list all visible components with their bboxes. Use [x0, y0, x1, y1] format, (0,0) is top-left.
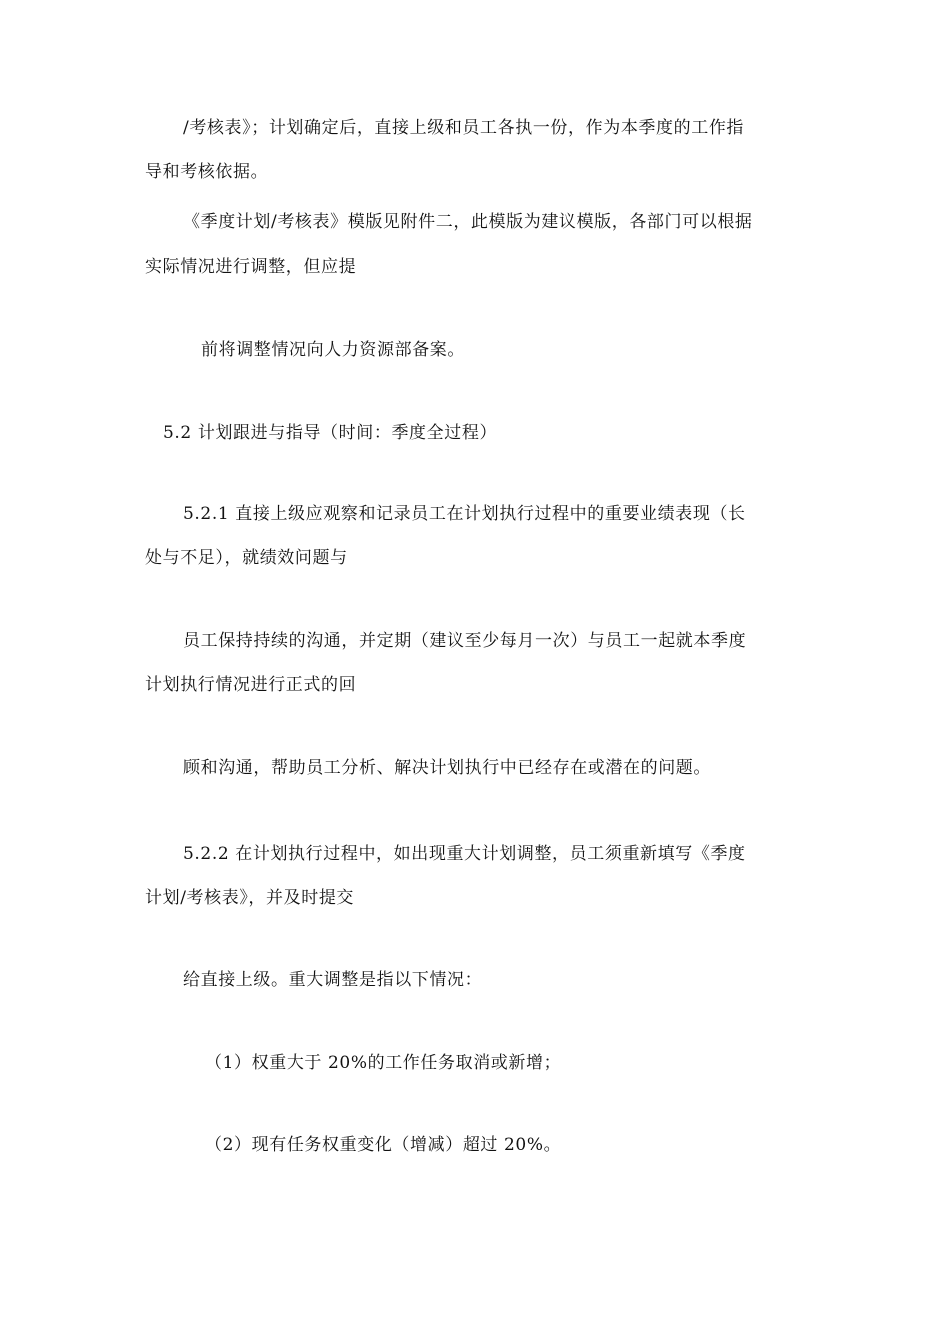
text-line-11: 顾和沟通，帮助员工分析、解决计划执行中已经存在或潜在的问题。 — [183, 758, 711, 778]
text-line-12: 5.2.2 在计划执行过程中，如出现重大计划调整，员工须重新填写《季度 — [183, 844, 746, 864]
text-line-7: 5.2.1 直接上级应观察和记录员工在计划执行过程中的重要业绩表现（长 — [183, 504, 746, 524]
text-line-10: 计划执行情况进行正式的回 — [145, 675, 357, 695]
text-line-5: 前将调整情况向人力资源部备案。 — [201, 340, 465, 360]
text-line-14: 给直接上级。重大调整是指以下情况： — [183, 970, 483, 990]
text-line-9: 员工保持持续的沟通，并定期（建议至少每月一次）与员工一起就本季度 — [183, 631, 747, 651]
text-line-2: 导和考核依据。 — [145, 162, 269, 182]
text-line-1: /考核表》；计划确定后，直接上级和员工各执一份，作为本季度的工作指 — [183, 118, 745, 138]
text-line-3: 《季度计划/考核表》模版见附件二，此模版为建议模版，各部门可以根据 — [183, 212, 753, 232]
text-line-4: 实际情况进行调整，但应提 — [145, 257, 357, 277]
text-line-13: 计划/考核表》，并及时提交 — [145, 888, 355, 908]
text-line-8: 处与不足），就绩效问题与 — [145, 548, 348, 568]
list-item-1: （1）权重大于 20%的工作任务取消或新增； — [205, 1053, 562, 1073]
section-heading-5-2: 5.2 计划跟进与指导（时间：季度全过程） — [163, 423, 498, 443]
list-item-2: （2）现有任务权重变化（增减）超过 20%。 — [205, 1135, 562, 1155]
